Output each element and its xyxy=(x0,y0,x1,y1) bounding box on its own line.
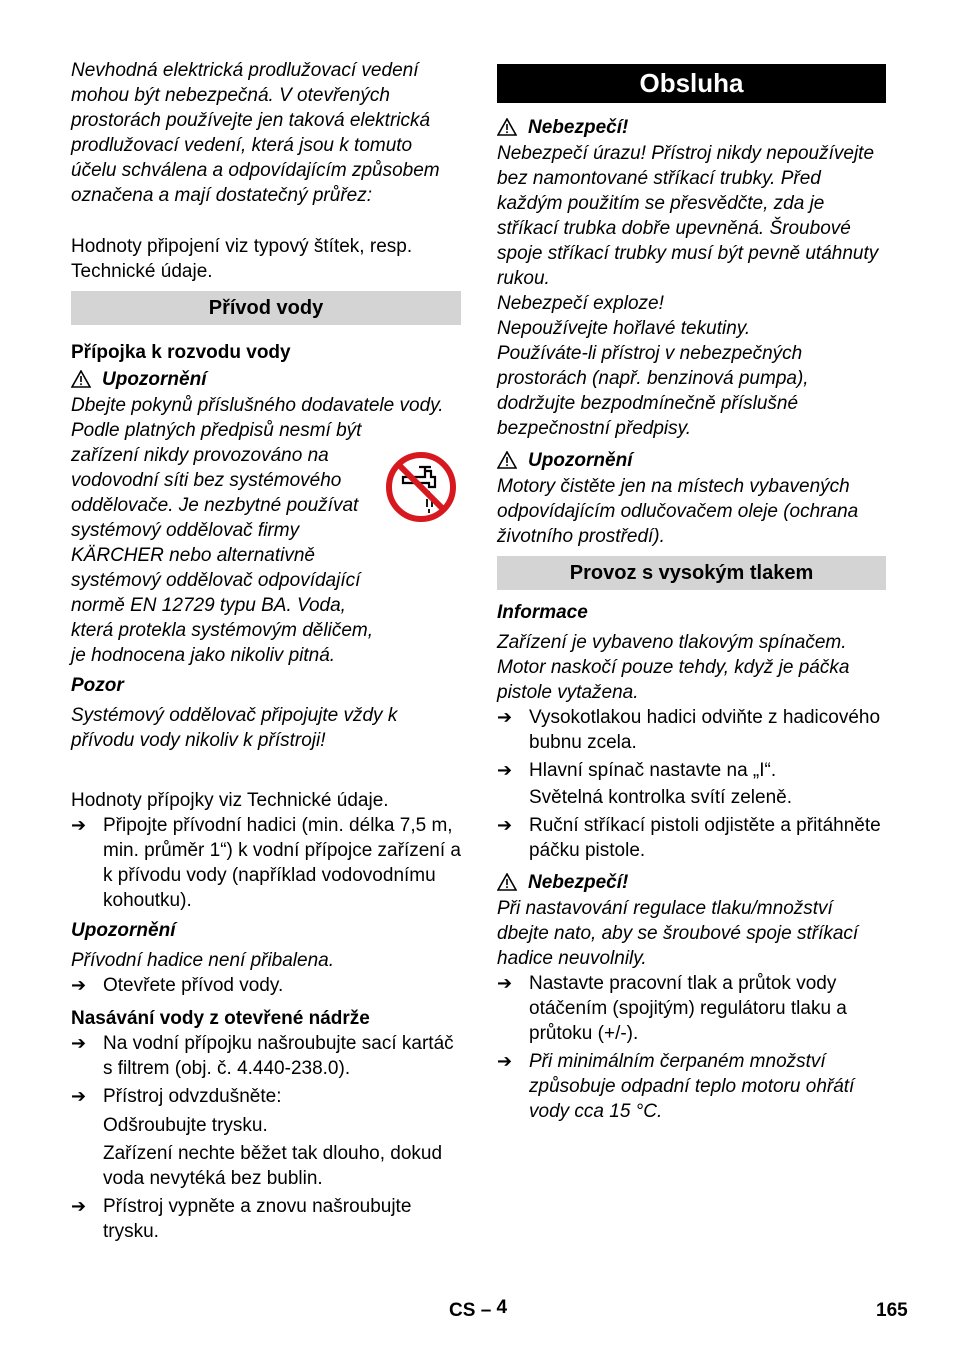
explosion-line-1: Nebezpečí exploze! xyxy=(497,293,664,314)
step-connect-hose xyxy=(71,813,461,913)
step-text: Přístroj odvzdušněte: xyxy=(103,1086,282,1107)
vent-substep-1: Odšroubujte trysku. xyxy=(103,1115,268,1136)
step-vent xyxy=(71,1084,461,1109)
notice-heading xyxy=(497,446,886,474)
footer-section-label xyxy=(449,1298,507,1323)
step-text: Připojte přívodní hadici (min. délka 7,5 m, min. průměr 1“) k vodní přípojce zařízení a k přívodu vody (například vodovodnímu kohoutku). xyxy=(103,815,461,911)
arrow-icon: ➔ xyxy=(71,1086,87,1106)
extension-cord-warning: Nevhodná elektrická prodlužovací vedení mohou být nebezpečná. V otevřených prostorách používejte jen taková elektrická prodlužovací vedení, která jsou k tomuto účelu schválena a odpovídajícím způsobem označena a mají dostatečný průřez: xyxy=(71,60,440,206)
step-text: Vysokotlakou hadici odviňte z hadicového bubnu zcela. xyxy=(529,707,881,753)
danger2-label: Nebezpečí! xyxy=(528,871,629,893)
footer-lang: CS xyxy=(449,1300,476,1321)
step-text: Nastavte pracovní tlak a průtok vody otáčením (spojitým) regulátoru tlaku a průtoku (+/-). xyxy=(529,973,847,1044)
warning-triangle-icon xyxy=(497,118,517,136)
arrow-icon: ➔ xyxy=(497,1051,513,1071)
vent-substep-2: Zařízení nechte běžet tak dlouho, dokud voda nevytéká bez bublin. xyxy=(103,1143,443,1189)
warning-triangle-icon xyxy=(71,370,91,388)
regulations-text: Podle platných předpisů nesmí být zařízení nikdy provozováno na vodovodní síti bez systémového oddělovače. Je nezbytné používat systémový oddělovač firmy KÄRCHER nebo alternativně systémový oddělovač odpovídající normě EN 12729 typu BA. Voda, která protekla systémovým děličem, je hodnocena jako nikoliv pitná. xyxy=(71,420,373,666)
step-open-supply xyxy=(71,973,461,998)
notice-text: Dbejte pokynů příslušného dodavatele vody. xyxy=(71,395,444,416)
section-heading-operation: Obsluha xyxy=(497,64,886,103)
caution-label: Pozor xyxy=(71,675,124,696)
arrow-icon: ➔ xyxy=(71,975,87,995)
danger-label: Nebezpečí! xyxy=(528,116,629,138)
step-text: Hlavní spínač nastavte na „I“. xyxy=(529,760,777,781)
step-heat-note xyxy=(497,1049,886,1124)
arrow-icon: ➔ xyxy=(71,815,87,835)
arrow-icon: ➔ xyxy=(71,1196,87,1216)
step-set-pressure xyxy=(497,971,886,1046)
no-drinking-water-icon xyxy=(385,451,457,523)
section-heading-high-pressure: Provoz s vysokým tlakem xyxy=(497,556,886,590)
page-number: 165 xyxy=(876,1300,908,1321)
arrow-icon: ➔ xyxy=(497,707,513,727)
subheading-water-connection: Přípojka k rozvodu vody xyxy=(71,342,291,363)
switch-note: Světelná kontrolka svítí zeleně. xyxy=(529,787,792,808)
section-heading-water-supply: Přívod vody xyxy=(71,291,461,325)
step-main-switch xyxy=(497,758,886,783)
danger2-text: Při nastavování regulace tlaku/množství dbejte nato, aby se šroubové spoje stříkací hadice neuvolnily. xyxy=(497,898,859,969)
step-text: Při minimálním čerpaném množství způsobuje odpadní teplo motoru ohřátí vody cca 15 °C. xyxy=(529,1051,855,1122)
danger-text: Nebezpečí úrazu! Přístroj nikdy nepoužívejte bez namontované stříkací trubky. Před každým použitím se přesvědčte, zda je stříkací trubka dobře upevněná. Šroubové spoje stříkací trubky musí být pevně utáhnuty rukou. xyxy=(497,143,879,289)
step-turn-off xyxy=(71,1194,461,1244)
step-text: Otevřete přívod vody. xyxy=(103,975,284,996)
danger-heading xyxy=(497,113,886,141)
step-suction-hose xyxy=(71,1031,461,1081)
step-unwind-hose xyxy=(497,705,886,755)
arrow-icon: ➔ xyxy=(497,760,513,780)
notice-text: Motory čistěte jen na místech vybavených odpovídajícím odlučovačem oleje (ochrana životního prostředí). xyxy=(497,476,859,547)
warning-triangle-icon xyxy=(497,451,517,469)
explosion-line-2: Nepoužívejte hořlavé tekutiny. xyxy=(497,318,751,339)
left-column xyxy=(71,58,461,1244)
connection-reference-text: Hodnoty přípojky viz Technické údaje. xyxy=(71,790,389,811)
footer-dash: – xyxy=(480,1300,492,1321)
info-label: Informace xyxy=(497,602,588,623)
warning-triangle-icon xyxy=(497,873,517,891)
arrow-icon: ➔ xyxy=(497,973,513,993)
arrow-icon: ➔ xyxy=(497,815,513,835)
connection-values-text: Hodnoty připojení viz typový štítek, resp. Technické údaje. xyxy=(71,236,413,282)
step-text: Přístroj vypněte a znovu našroubujte trysku. xyxy=(103,1196,412,1242)
explosion-line-3: Používáte-li přístroj v nebezpečných prostorách (např. benzinová pumpa), dodržujte bezpodmínečně příslušné bezpečnostní předpisy. xyxy=(497,343,809,439)
notice2-label: Upozornění xyxy=(71,920,176,941)
info-text: Zařízení je vybaveno tlakovým spínačem. Motor naskočí pouze tehdy, když je páčka pistole vytažena. xyxy=(497,632,850,703)
right-column xyxy=(497,64,886,1124)
caution-text: Systémový oddělovač připojujte vždy k přívodu vody nikoliv k přístroji! xyxy=(71,705,398,751)
notice2-text: Přívodní hadice není přibalena. xyxy=(71,950,335,971)
step-text: Na vodní přípojku našroubujte sací kartáč s filtrem (obj. č. 4.440-238.0). xyxy=(103,1033,454,1079)
notice-heading xyxy=(71,365,461,393)
danger2-heading xyxy=(497,868,886,896)
notice-label: Upozornění xyxy=(102,368,207,390)
footer-section-page: 4 xyxy=(496,1297,508,1318)
step-release-gun xyxy=(497,813,886,863)
notice-label: Upozornění xyxy=(528,449,633,471)
step-text: Ruční stříkací pistoli odjistěte a přitáhněte páčku pistole. xyxy=(529,815,881,861)
subheading-suction: Nasávání vody z otevřené nádrže xyxy=(71,1008,370,1029)
arrow-icon: ➔ xyxy=(71,1033,87,1053)
